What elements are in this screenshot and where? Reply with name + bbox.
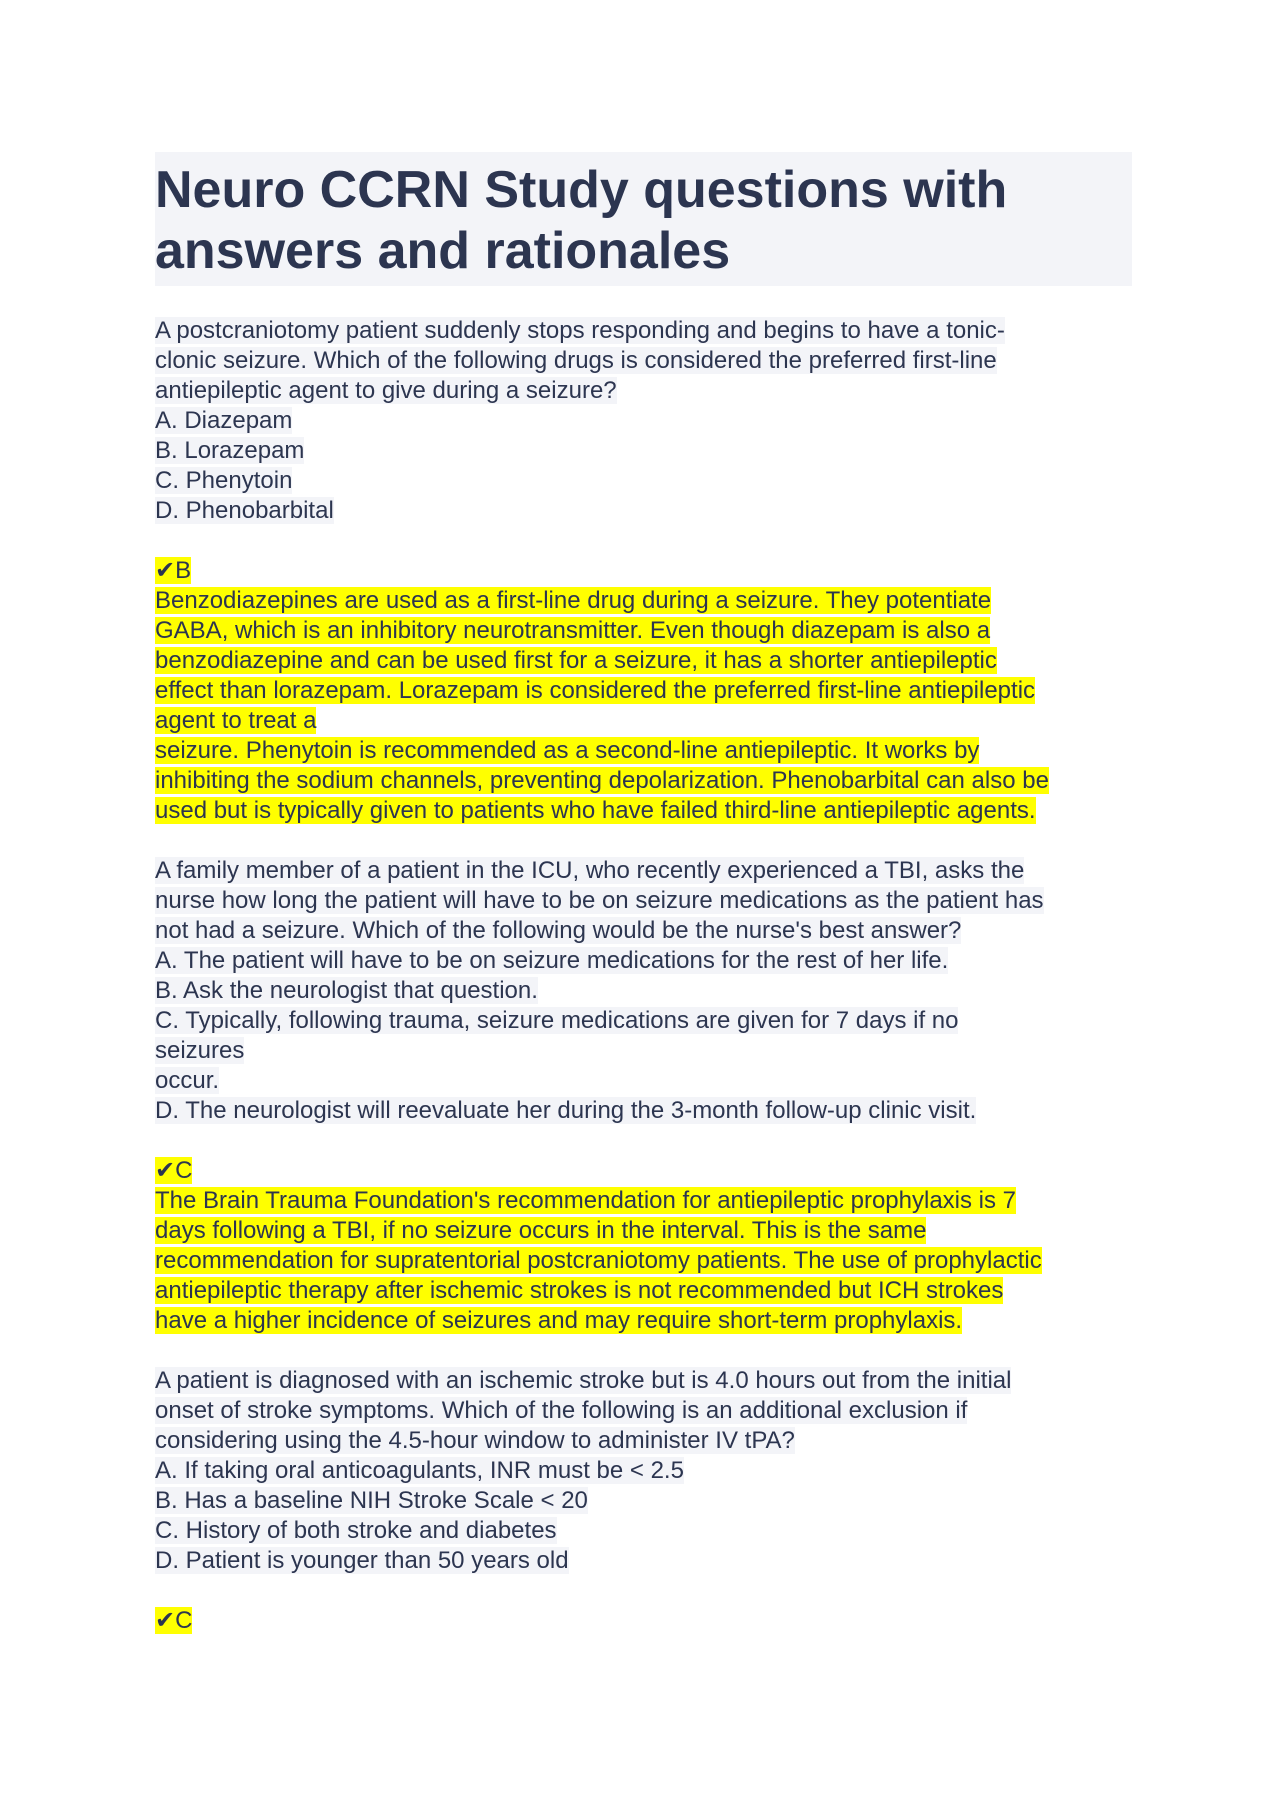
rationale-line xyxy=(155,1216,1132,1246)
rationale-line xyxy=(155,736,1132,766)
rationale-text: Benzodiazepines are used as a first-line drug during a seizure. They potentiate xyxy=(155,587,992,614)
answer-key xyxy=(155,1156,1132,1186)
question-block xyxy=(155,856,1132,1126)
question-text: onset of stroke symptoms. Which of the following is an additional exclusion if xyxy=(155,1397,968,1424)
question-text: antiepileptic agent to give during a seizure? xyxy=(155,377,617,404)
rationale-line xyxy=(155,616,1132,646)
spacer xyxy=(155,1126,1132,1156)
rationale-text: inhibiting the sodium channels, preventing depolarization. Phenobarbital can also be xyxy=(155,767,1049,794)
question-line xyxy=(155,346,1132,376)
question-text: C. Typically, following trauma, seizure medications are given for 7 days if no xyxy=(155,1007,959,1034)
question-text: B. Ask the neurologist that question. xyxy=(155,977,538,1004)
question-text: B. Lorazepam xyxy=(155,437,305,464)
rationale-text: used but is typically given to patients who have failed third-line antiepileptic agents. xyxy=(155,797,1036,824)
question-line xyxy=(155,1396,1132,1426)
question-text: D. Patient is younger than 50 years old xyxy=(155,1547,569,1574)
question-text: C. History of both stroke and diabetes xyxy=(155,1517,557,1544)
question-line xyxy=(155,376,1132,406)
answer-key-text: ✔C xyxy=(155,1607,193,1634)
rationale-line xyxy=(155,1276,1132,1306)
question-text: D. Phenobarbital xyxy=(155,497,334,524)
question-line xyxy=(155,1096,1132,1126)
rationale-text: agent to treat a xyxy=(155,707,317,734)
rationale-text: seizure. Phenytoin is recommended as a second-line antiepileptic. It works by xyxy=(155,737,980,764)
question-list xyxy=(155,316,1132,1636)
question-text: clonic seizure. Which of the following drugs is considered the preferred first-line xyxy=(155,347,997,374)
title-line-1: Neuro CCRN Study questions with xyxy=(155,161,1008,219)
question-text: B. Has a baseline NIH Stroke Scale < 20 xyxy=(155,1487,588,1514)
question-line xyxy=(155,406,1132,436)
spacer xyxy=(155,826,1132,856)
question-line xyxy=(155,976,1132,1006)
question-text: not had a seizure. Which of the following would be the nurse's best answer? xyxy=(155,917,962,944)
question-text: considering using the 4.5-hour window to administer IV tPA? xyxy=(155,1427,795,1454)
question-text: occur. xyxy=(155,1067,220,1094)
document-page xyxy=(155,152,1132,1636)
question-line xyxy=(155,496,1132,526)
question-line xyxy=(155,466,1132,496)
rationale-line xyxy=(155,766,1132,796)
question-line xyxy=(155,946,1132,976)
rationale-line xyxy=(155,1186,1132,1216)
spacer xyxy=(155,1576,1132,1606)
question-text: A. The patient will have to be on seizure medications for the rest of her life. xyxy=(155,947,949,974)
question-text: A postcraniotomy patient suddenly stops responding and begins to have a tonic- xyxy=(155,317,1005,344)
question-block xyxy=(155,1366,1132,1576)
rationale-text: days following a TBI, if no seizure occurs in the interval. This is the same xyxy=(155,1217,927,1244)
question-text: seizures xyxy=(155,1037,245,1064)
rationale-text: antiepileptic therapy after ischemic strokes is not recommended but ICH strokes xyxy=(155,1277,1004,1304)
question-line xyxy=(155,886,1132,916)
question-line xyxy=(155,316,1132,346)
question-block xyxy=(155,316,1132,526)
question-text: D. The neurologist will reevaluate her during the 3-month follow-up clinic visit. xyxy=(155,1097,977,1124)
answer-key xyxy=(155,556,1132,586)
answer-key-text: ✔B xyxy=(155,557,192,584)
rationale-line xyxy=(155,1246,1132,1276)
question-line xyxy=(155,1066,1132,1096)
question-text: A. Diazepam xyxy=(155,407,293,434)
question-line xyxy=(155,1036,1132,1066)
spacer xyxy=(155,1336,1132,1366)
answer-block xyxy=(155,556,1132,826)
rationale-line xyxy=(155,676,1132,706)
rationale-line xyxy=(155,646,1132,676)
question-line xyxy=(155,1426,1132,1456)
rationale-text: effect than lorazepam. Lorazepam is considered the preferred first-line antiepileptic xyxy=(155,677,1036,704)
rationale-text: benzodiazepine and can be used first for a seizure, it has a shorter antiepileptic xyxy=(155,647,997,674)
question-line xyxy=(155,856,1132,886)
question-text: A. If taking oral anticoagulants, INR must be < 2.5 xyxy=(155,1457,684,1484)
answer-key xyxy=(155,1606,1132,1636)
document-title xyxy=(155,160,1132,282)
rationale-line xyxy=(155,796,1132,826)
rationale-text: have a higher incidence of seizures and may require short-term prophylaxis. xyxy=(155,1307,963,1334)
question-text: C. Phenytoin xyxy=(155,467,293,494)
question-line xyxy=(155,436,1132,466)
title-box xyxy=(155,152,1132,286)
question-line xyxy=(155,1456,1132,1486)
title-line-2: answers and rationales xyxy=(155,222,731,280)
question-text: nurse how long the patient will have to be on seizure medications as the patient has xyxy=(155,887,1044,914)
question-text: A family member of a patient in the ICU, who recently experienced a TBI, asks the xyxy=(155,857,1025,884)
rationale-text: The Brain Trauma Foundation's recommendation for antiepileptic prophylaxis is 7 xyxy=(155,1187,1017,1214)
rationale-text: recommendation for supratentorial postcraniotomy patients. The use of prophylactic xyxy=(155,1247,1042,1274)
rationale-line xyxy=(155,586,1132,616)
rationale-line xyxy=(155,1306,1132,1336)
rationale-text: GABA, which is an inhibitory neurotransmitter. Even though diazepam is also a xyxy=(155,617,991,644)
question-line xyxy=(155,1546,1132,1576)
question-line xyxy=(155,1486,1132,1516)
question-line xyxy=(155,1516,1132,1546)
question-line xyxy=(155,916,1132,946)
question-line xyxy=(155,1366,1132,1396)
answer-block xyxy=(155,1156,1132,1336)
spacer xyxy=(155,526,1132,556)
question-text: A patient is diagnosed with an ischemic stroke but is 4.0 hours out from the initial xyxy=(155,1367,1012,1394)
rationale-line xyxy=(155,706,1132,736)
question-line xyxy=(155,1006,1132,1036)
answer-key-text: ✔C xyxy=(155,1157,193,1184)
answer-block xyxy=(155,1606,1132,1636)
